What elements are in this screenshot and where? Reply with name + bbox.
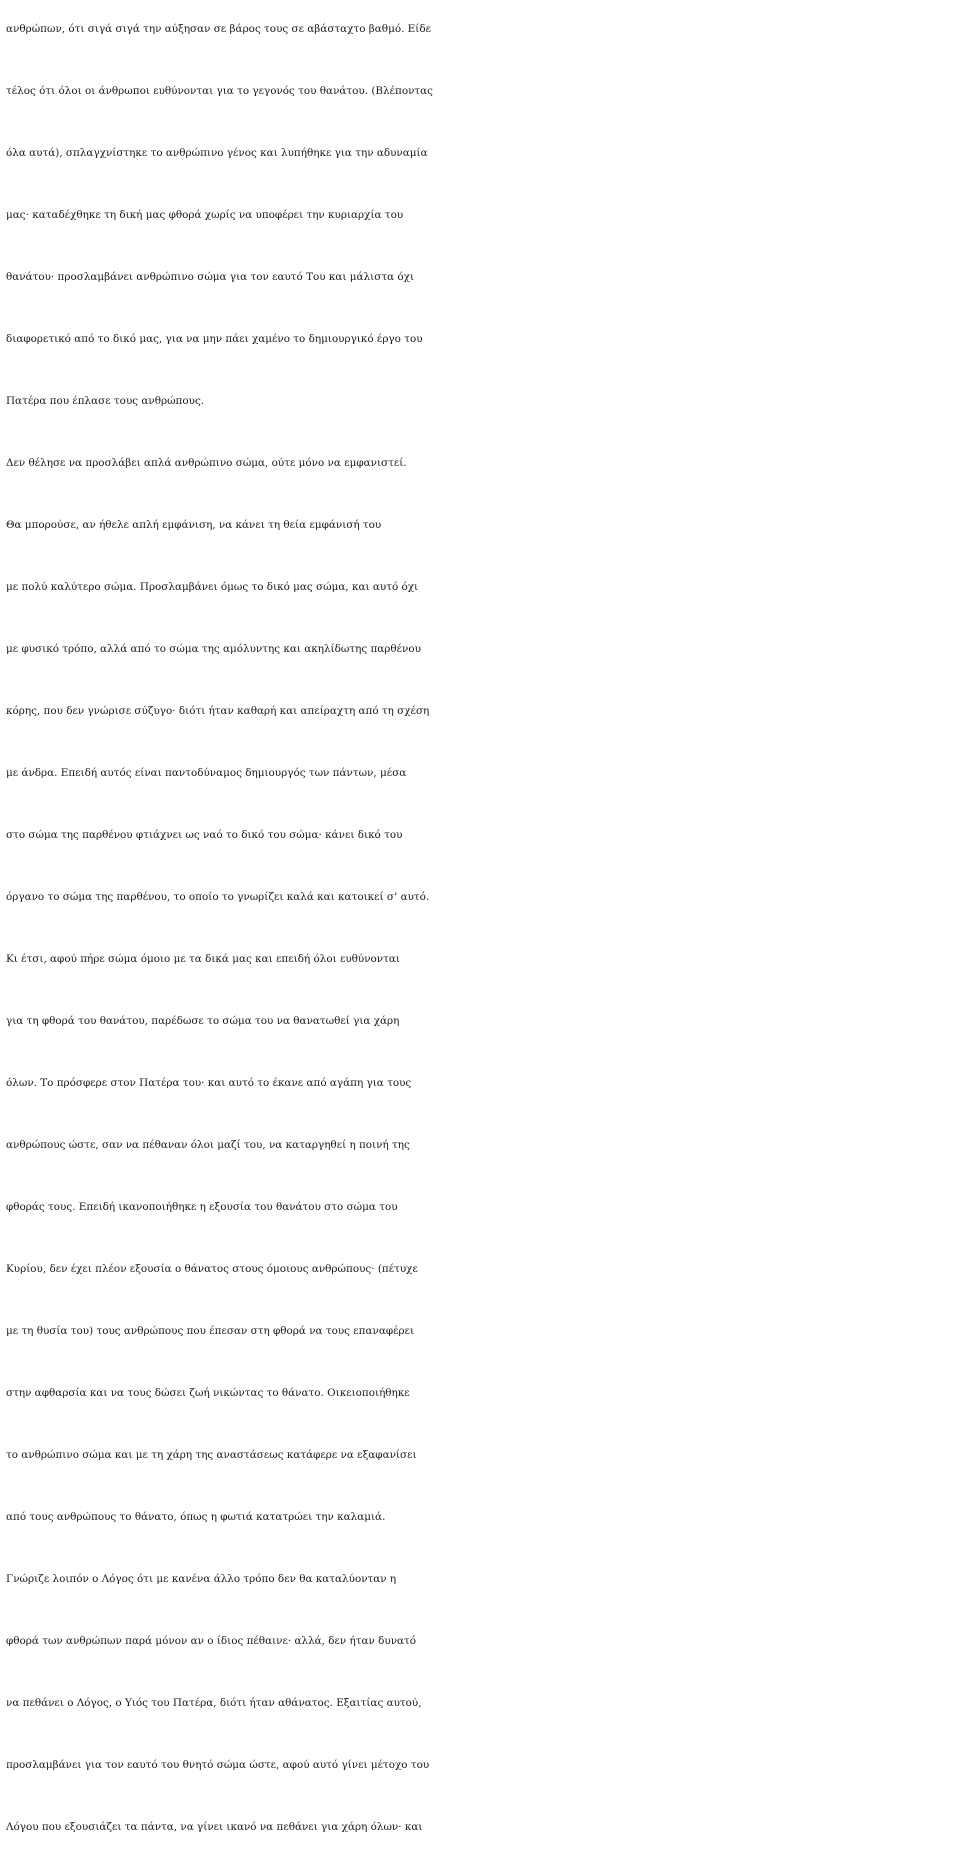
text-line: Λόγου που εξουσιάζει τα πάντα, να γίνει ικανό να πεθάνει για χάρη όλων· και xyxy=(6,1821,423,1833)
text-line: Κι έτσι, αφού πήρε σώμα όμοιο με τα δικά μας και επειδή όλοι ευθύνονται xyxy=(6,953,400,965)
text-line: διαφορετικό από το δικό μας, για να μην πάει χαμένο το δημιουργικό έργο του xyxy=(6,333,423,345)
text-line: τέλος ότι όλοι οι άνθρωποι ευθύνονται για το γεγονός του θανάτου. (Βλέποντας xyxy=(6,85,433,97)
text-line: με φυσικό τρόπο, αλλά από το σώμα της αμόλυντης και ακηλίδωτης παρθένου xyxy=(6,643,421,655)
text-line: όλα αυτά), σπλαγχνίστηκε το ανθρώπινο γένος και λυπήθηκε για την αδυναμία xyxy=(6,147,428,159)
text-line: στο σώμα της παρθένου φτιάχνει ως ναό το δικό του σώμα· κάνει δικό του xyxy=(6,829,403,841)
text-line: με πολύ καλύτερο σώμα. Προσλαμβάνει όμως το δικό μας σώμα, και αυτό όχι xyxy=(6,581,419,593)
text-line: φθορά των ανθρώπων παρά μόνον αν ο ίδιος πέθαινε· αλλά, δεν ήταν δυνατό xyxy=(6,1635,417,1647)
text-line: να πεθάνει ο Λόγος, ο Υιός του Πατέρα, διότι ήταν αθάνατος. Εξαιτίας αυτού, xyxy=(6,1697,422,1709)
text-line: Πατέρα που έπλασε τους ανθρώπους. xyxy=(6,395,205,407)
text-line: Θα μπορούσε, αν ήθελε απλή εμφάνιση, να κάνει τη θεία εμφάνισή του xyxy=(6,519,382,531)
text-line: φθοράς τους. Επειδή ικανοποιήθηκε η εξουσία του θανάτου στο σώμα του xyxy=(6,1201,398,1213)
text-line: το ανθρώπινο σώμα και με τη χάρη της αναστάσεως κατάφερε να εξαφανίσει xyxy=(6,1449,417,1461)
text-line: με τη θυσία του) τους ανθρώπους που έπεσαν στη φθορά να τους επαναφέρει xyxy=(6,1325,415,1337)
text-line: στην αφθαρσία και να τους δώσει ζωή νικώντας το θάνατο. Οικειοποιήθηκε xyxy=(6,1387,410,1399)
text-line: Κυρίου, δεν έχει πλέον εξουσία ο θάνατος στους όμοιους ανθρώπους· (πέτυχε xyxy=(6,1263,418,1275)
text-line: μας· καταδέχθηκε τη δική μας φθορά χωρίς να υποφέρει την κυριαρχία του xyxy=(6,209,404,221)
text-line: ανθρώπων, ότι σιγά σιγά την αύξησαν σε βάρος τους σε αβάσταχτο βαθμό. Είδε xyxy=(6,23,431,35)
text-line: όλων. Το πρόσφερε στον Πατέρα του· και αυτό το έκανε από αγάπη για τους xyxy=(6,1077,412,1089)
text-line: Δεν θέλησε να προσλάβει απλά ανθρώπινο σώμα, ούτε μόνο να εμφανιστεί. xyxy=(6,457,407,469)
text-line: κόρης, που δεν γνώρισε σύζυγο· διότι ήταν καθαρή και απείραχτη από τη σχέση xyxy=(6,705,430,717)
text-line: για τη φθορά του θανάτου, παρέδωσε το σώμα του να θανατωθεί για χάρη xyxy=(6,1015,400,1027)
text-line: από τους ανθρώπους το θάνατο, όπως η φωτιά κατατρώει την καλαμιά. xyxy=(6,1511,386,1523)
text-line: θανάτου· προσλαμβάνει ανθρώπινο σώμα για τον εαυτό Του και μάλιστα όχι xyxy=(6,271,415,283)
text-line: όργανο το σώμα της παρθένου, το οποίο το γνωρίζει καλά και κατοικεί σ’ αυτό. xyxy=(6,891,430,903)
text-line: προσλαμβάνει για τον εαυτό του θνητό σώμα ώστε, αφού αυτό γίνει μέτοχο του xyxy=(6,1759,430,1771)
text-line: Γνώριζε λοιπόν ο Λόγος ότι με κανένα άλλο τρόπο δεν θα καταλύονταν η xyxy=(6,1573,397,1585)
body-text xyxy=(6,0,960,1858)
text-line: με άνδρα. Επειδή αυτός είναι παντοδύναμος δημιουργός των πάντων, μέσα xyxy=(6,767,407,779)
text-line: ανθρώπους ώστε, σαν να πέθαναν όλοι μαζί του, να καταργηθεί η ποινή της xyxy=(6,1139,410,1151)
